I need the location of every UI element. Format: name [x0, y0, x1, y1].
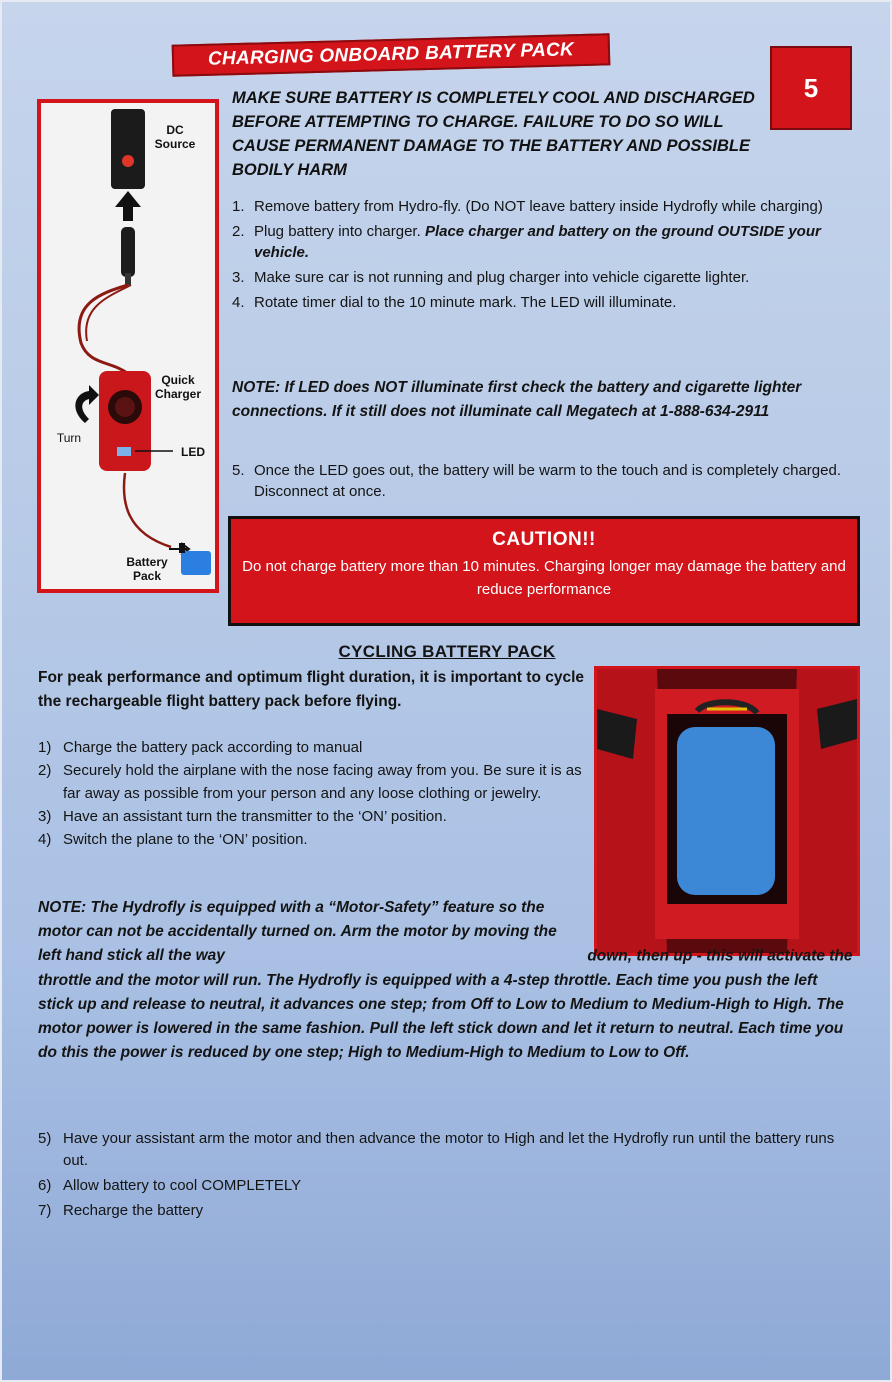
- dc-source-socket: [111, 109, 145, 189]
- step-5: [232, 460, 862, 506]
- step-number: 3.: [232, 269, 245, 286]
- list-item: [232, 267, 862, 288]
- led-label: LED: [181, 445, 205, 459]
- step-text: Have an assistant turn the transmitter to the ‘ON’ position.: [63, 808, 447, 825]
- list-item: [232, 196, 862, 217]
- step-text: Once the LED goes out, the battery will be warm to the touch and is completely charged. Disconnect at once.: [254, 462, 841, 500]
- lighter-plug: [121, 227, 135, 277]
- caution-body: Do not charge battery more than 10 minutes. Charging longer may damage the battery and reduce performance: [242, 558, 846, 598]
- step-emphasis: Place charger and battery on the ground OUTSIDE your vehicle.: [254, 223, 821, 261]
- charging-steps: [232, 196, 862, 317]
- step-number: 6): [38, 1177, 52, 1194]
- charger-led: [117, 447, 131, 456]
- list-item: [232, 221, 862, 263]
- cycling-intro: For peak performance and optimum flight duration, it is important to cycle the rechargeable flight battery pack before flying.: [38, 669, 585, 710]
- dc-source-light: [122, 155, 134, 167]
- motor-safety-note-part1: NOTE: The Hydrofly is equipped with a “Motor-Safety” feature so the motor can not be accidentally turned on. Arm the motor by moving the left hand stick all the way: [38, 899, 557, 965]
- dc-source-label: DC Source: [154, 123, 196, 151]
- step-text: Remove battery from Hydro-fly. (Do NOT leave battery inside Hydrofly while charging): [254, 198, 823, 215]
- battery-pack: [181, 551, 211, 575]
- list-item: [38, 1175, 838, 1197]
- step-number: 1.: [232, 198, 245, 215]
- list-item: [38, 805, 598, 828]
- warning-text: MAKE SURE BATTERY IS COMPLETELY COOL AND DISCHARGED BEFORE ATTEMPTING TO CHARGE. FAILURE TO DO SO WILL CAUSE PERMANENT DAMAGE TO THE BATTERY AND POSSIBLE BODILY HARM: [232, 89, 755, 179]
- list-item: [38, 1128, 838, 1172]
- step-text: Securely hold the airplane with the nose facing away from you. Be sure it is as far away as possible from your person and any loose clothing or jewelry.: [63, 762, 582, 802]
- turn-label: Turn: [56, 431, 82, 445]
- list-item: [232, 292, 862, 313]
- step-text: Charge the battery pack according to manual: [63, 739, 363, 756]
- step-text: Have your assistant arm the motor and then advance the motor to High and let the Hydrofly run until the battery runs out.: [63, 1130, 835, 1169]
- step-number: 4.: [232, 294, 245, 311]
- step-number: 5): [38, 1130, 52, 1147]
- step-number: 3): [38, 808, 52, 825]
- step-text: Allow battery to cool COMPLETELY: [63, 1177, 302, 1194]
- list-item: [232, 460, 862, 502]
- cycling-steps-b: [38, 1128, 838, 1225]
- step-number: 2): [38, 762, 52, 779]
- motor-safety-note-part2: down, then up - this will activate the throttle and the motor will run. The Hydrofly is equipped with a 4-step throttle. Each time you push the left stick up and release to neutral, it advances one step; from Off to Low to Medium to Medium-High to High. The motor power is lowered in the same fashion. Pull the left stick down and let it return to neutral. Each time you do this the power is reduced by one step; High to Medium-High to Medium to Low to Off.: [38, 947, 853, 1062]
- caution-box: [228, 516, 860, 626]
- step-text: Rotate timer dial to the 10 minute mark. The LED will illuminate.: [254, 294, 677, 311]
- step-text: Make sure car is not running and plug charger into vehicle cigarette lighter.: [254, 269, 750, 286]
- list-item: [38, 736, 598, 759]
- quick-charger-label: Quick Charger: [154, 373, 201, 401]
- list-item: [38, 1200, 838, 1222]
- section-header: CHARGING ONBOARD BATTERY PACK: [172, 33, 611, 76]
- step-text: Switch the plane to the ‘ON’ position.: [63, 831, 308, 848]
- page-number: 5: [770, 46, 852, 130]
- up-arrow-icon: [115, 191, 141, 221]
- step-number: 5.: [232, 462, 245, 479]
- battery-pack-label: Battery Pack: [126, 555, 168, 583]
- led-note: NOTE: If LED does NOT illuminate first check the battery and cigarette lighter connections. If it still does not illuminate call Megatech at 1-888-634-2911: [232, 379, 802, 420]
- battery-pack-image: [677, 727, 775, 895]
- caution-title: CAUTION!!: [492, 529, 596, 550]
- step-number: 1): [38, 739, 52, 756]
- motor-safety-note: [38, 896, 853, 1065]
- charging-diagram-illustration: [41, 103, 215, 589]
- step-text: Plug battery into charger.: [254, 223, 425, 240]
- cycling-title: CYCLING BATTERY PACK: [338, 642, 556, 661]
- list-item: [38, 759, 583, 805]
- turn-arrow-icon: [75, 385, 99, 423]
- step-number: 4): [38, 831, 52, 848]
- step-text: Recharge the battery: [63, 1202, 204, 1219]
- charging-diagram: [37, 99, 219, 593]
- list-item: [38, 828, 598, 851]
- step-number: 2.: [232, 223, 245, 240]
- step-number: 7): [38, 1202, 52, 1219]
- cycling-steps-a: [38, 736, 598, 851]
